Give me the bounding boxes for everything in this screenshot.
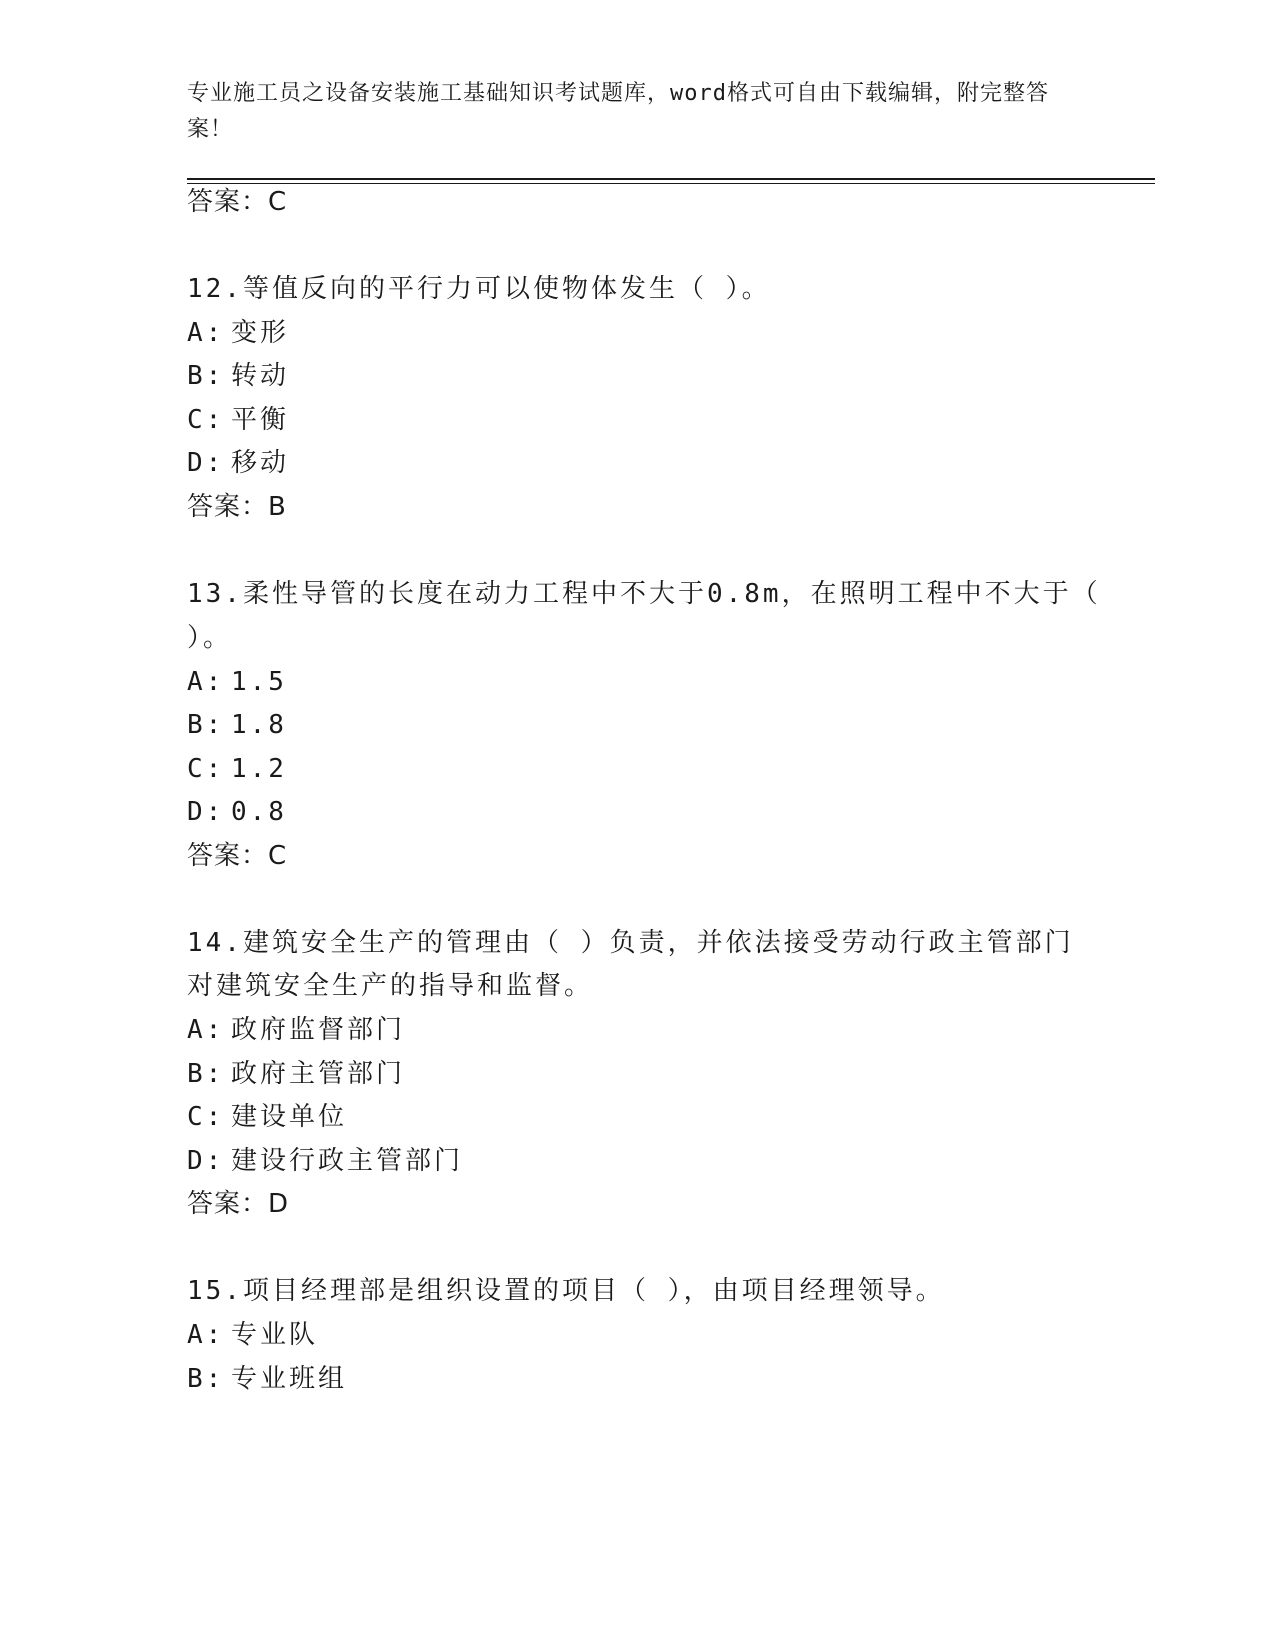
question-12-answer xyxy=(187,490,287,524)
option-key: D: xyxy=(187,1146,225,1176)
question-14-text-line-2: 对建筑安全生产的指导和监督。 xyxy=(187,971,594,1001)
answer-prefix: 答案： xyxy=(187,841,269,871)
option-key: B: xyxy=(187,361,225,391)
answer-prefix: 答案： xyxy=(187,1189,269,1219)
option-text: 政府主管部门 xyxy=(231,1059,406,1089)
question-13-text-line-2: ）。 xyxy=(187,623,233,653)
answer-value: C xyxy=(268,841,288,871)
question-13-option-a xyxy=(187,665,287,699)
option-text: 政府监督部门 xyxy=(231,1015,406,1045)
option-key: C: xyxy=(187,405,225,435)
answer-prefix: 答案： xyxy=(187,492,269,522)
question-13-text-line-1: 13.柔性导管的长度在动力工程中不大于0.8m，在照明工程中不大于（ xyxy=(187,579,1101,609)
document-header xyxy=(187,76,1067,148)
option-key: B: xyxy=(187,1364,225,1394)
question-12-option-b xyxy=(187,359,289,393)
option-text: 0.8 xyxy=(231,797,287,827)
question-13-option-c xyxy=(187,752,287,786)
option-text: 转动 xyxy=(231,361,290,391)
answer-value: D xyxy=(268,1189,290,1219)
question-13-answer xyxy=(187,839,287,873)
answer-prefix: 答案： xyxy=(187,187,269,217)
question-14-answer xyxy=(187,1187,289,1221)
option-text: 专业班组 xyxy=(231,1364,348,1394)
option-key: A: xyxy=(187,667,225,697)
option-text: 变形 xyxy=(231,318,290,348)
question-14-option-b xyxy=(187,1057,405,1091)
answer-value: C xyxy=(268,187,288,217)
header-divider-thick xyxy=(187,178,1155,180)
question-12-text: 12.等值反向的平行力可以使物体发生（ ）。 xyxy=(187,274,771,304)
option-text: 建设单位 xyxy=(231,1102,348,1132)
question-15-option-b xyxy=(187,1362,347,1396)
option-text: 1.2 xyxy=(231,754,287,784)
option-key: C: xyxy=(187,754,225,784)
question-12-option-d xyxy=(187,446,289,480)
option-key: A: xyxy=(187,1320,225,1350)
option-key: B: xyxy=(187,710,225,740)
question-14-option-d xyxy=(187,1144,463,1178)
option-key: A: xyxy=(187,318,225,348)
option-text: 1.8 xyxy=(231,710,287,740)
option-text: 1.5 xyxy=(231,667,287,697)
question-14-option-a xyxy=(187,1013,405,1047)
option-key: C: xyxy=(187,1102,225,1132)
question-15-option-a xyxy=(187,1318,318,1352)
option-key: D: xyxy=(187,797,225,827)
option-text: 平衡 xyxy=(231,405,290,435)
option-text: 专业队 xyxy=(231,1320,319,1350)
header-intro-text: 专业施工员之设备安装施工基础知识考试题库，word格式可自由下载编辑，附完整答案！ xyxy=(187,81,1049,142)
option-text: 移动 xyxy=(231,448,290,478)
answer-value: B xyxy=(268,492,287,522)
question-12-option-a xyxy=(187,316,289,350)
option-key: A: xyxy=(187,1015,225,1045)
question-12-option-c xyxy=(187,403,289,437)
option-text: 建设行政主管部门 xyxy=(231,1146,464,1176)
question-13-option-b xyxy=(187,708,287,742)
question-13-option-d xyxy=(187,795,287,829)
answer-line-prev xyxy=(187,185,287,219)
option-key: B: xyxy=(187,1059,225,1089)
question-15-text: 15.项目经理部是组织设置的项目（ ），由项目经理领导。 xyxy=(187,1276,945,1306)
question-14-option-c xyxy=(187,1100,347,1134)
header-divider-thin xyxy=(187,183,1155,184)
option-key: D: xyxy=(187,448,225,478)
question-14-text-line-1: 14.建筑安全生产的管理由（ ）负责，并依法接受劳动行政主管部门 xyxy=(187,928,1074,958)
